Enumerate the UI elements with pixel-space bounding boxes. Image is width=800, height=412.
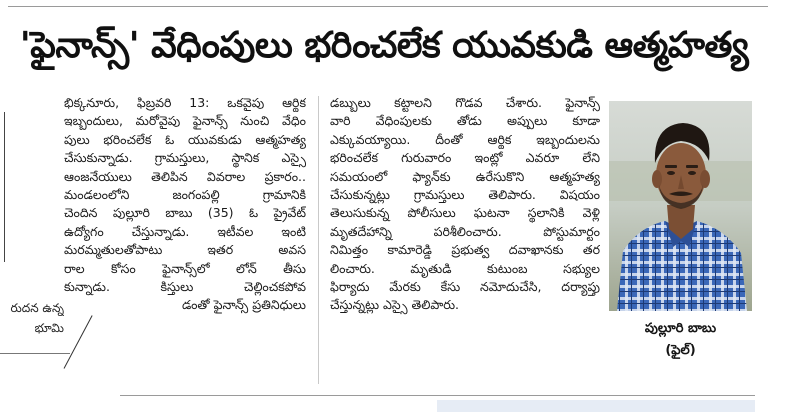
top-rule bbox=[8, 6, 768, 7]
body-column-2 bbox=[330, 94, 600, 315]
photo-caption bbox=[609, 318, 752, 362]
previous-article-line: రుదన ఉన్న bbox=[10, 301, 64, 315]
body-line: చేసుకున్నట్లు గ్రామస్తులు తెలిపారు. విషయం bbox=[330, 186, 600, 202]
body-line: కున్నాడు. కిస్తులు చెల్లించకపోవ bbox=[64, 278, 306, 294]
body-line: చేసుకున్నాడు. గ్రామస్తులు, స్థానిక ఎస్సై bbox=[64, 150, 306, 166]
body-line: డబ్బులు కట్టాలని గొడవ చేశారు. ఫైనాన్స్ bbox=[330, 95, 600, 110]
portrait-photo bbox=[609, 101, 752, 311]
headline: 'ఫైనాన్స్' వేధింపులు భరించలేక యువకుడి ఆత్మహత్య bbox=[19, 25, 749, 66]
decorative-diagonal-line bbox=[64, 315, 93, 368]
body-line: ఉద్యోగం చేస్తున్నాడు. ఇటీవల ఇంటి bbox=[64, 223, 306, 239]
previous-article-rule bbox=[0, 353, 70, 354]
previous-article-line: భూమి bbox=[34, 321, 64, 335]
body-line: చేస్తున్నట్లు ఎస్సై తెలిపారు. bbox=[330, 297, 460, 313]
body-line: భిక్కనూరు, ఫిబ్రవరి 13: ఒకవైపు ఆర్థిక bbox=[64, 95, 306, 110]
previous-article-border bbox=[0, 112, 5, 262]
body-line: చెందిన పుల్లూరి బాబు (35) ఓ ప్రైవేట్ bbox=[64, 205, 306, 221]
body-line: తెలుసుకున్న పోలీసులు ఘటనా స్థలానికి వెళ్లి bbox=[330, 205, 600, 221]
body-line: ఇబ్బందులు, మరోవైపు ఫైనాన్స్ నుంచి వేధిం bbox=[64, 113, 306, 129]
body-line: లించారు. మృతుడి కుటుంబ సభ్యుల bbox=[330, 260, 600, 276]
body-line: రాల కోసం ఫైనాన్స్‌లో లోన్ తీసు bbox=[64, 260, 306, 276]
body-line: సమయంలో ఫ్యాన్‌కు ఉరేసుకొని ఆత్మహత్య bbox=[330, 168, 600, 184]
body-line: పులు భరించలేక ఓ యువకుడు ఆత్మహత్య bbox=[64, 131, 306, 147]
body-line: భరించలేక గురువారం ఇంట్లో ఎవరూ లేని bbox=[330, 150, 600, 166]
body-line: డంతో ఫైనాన్స్ ప్రతినిధులు bbox=[182, 297, 306, 313]
body-column-1 bbox=[64, 94, 306, 315]
body-line: మండలంలోని జంగంపల్లి గ్రామానికి bbox=[64, 186, 306, 202]
bottom-rule bbox=[120, 395, 755, 396]
column-separator bbox=[318, 96, 319, 384]
body-line: ఎక్కువయ్యాయి. దీంతో ఆర్థిక ఇబ్బందులను bbox=[330, 131, 600, 147]
body-line: ఆంజనేయులు తెలిపిన వివరాల ప్రకారం.. bbox=[64, 168, 306, 184]
caption-note: (ఫైల్) bbox=[665, 343, 696, 358]
body-line: ఫిర్యాదు మేరకు కేసు నమోదుచేసి, దర్యాప్తు bbox=[330, 278, 600, 294]
caption-name: పుల్లూరి బాబు bbox=[644, 321, 717, 336]
body-line: నిమిత్తం కామారెడ్డి ప్రభుత్వ దవాఖానకు తర bbox=[330, 242, 600, 258]
body-line: వారి వేధింపులకు తోడు అప్పులు కూడా bbox=[330, 113, 600, 129]
body-line: మరమ్మతులతోపాటు ఇతర అవస bbox=[64, 242, 306, 258]
next-article-block bbox=[437, 400, 755, 412]
body-line: మృతదేహాన్ని పరిశీలించారు. పోస్టుమార్టం bbox=[330, 223, 600, 239]
